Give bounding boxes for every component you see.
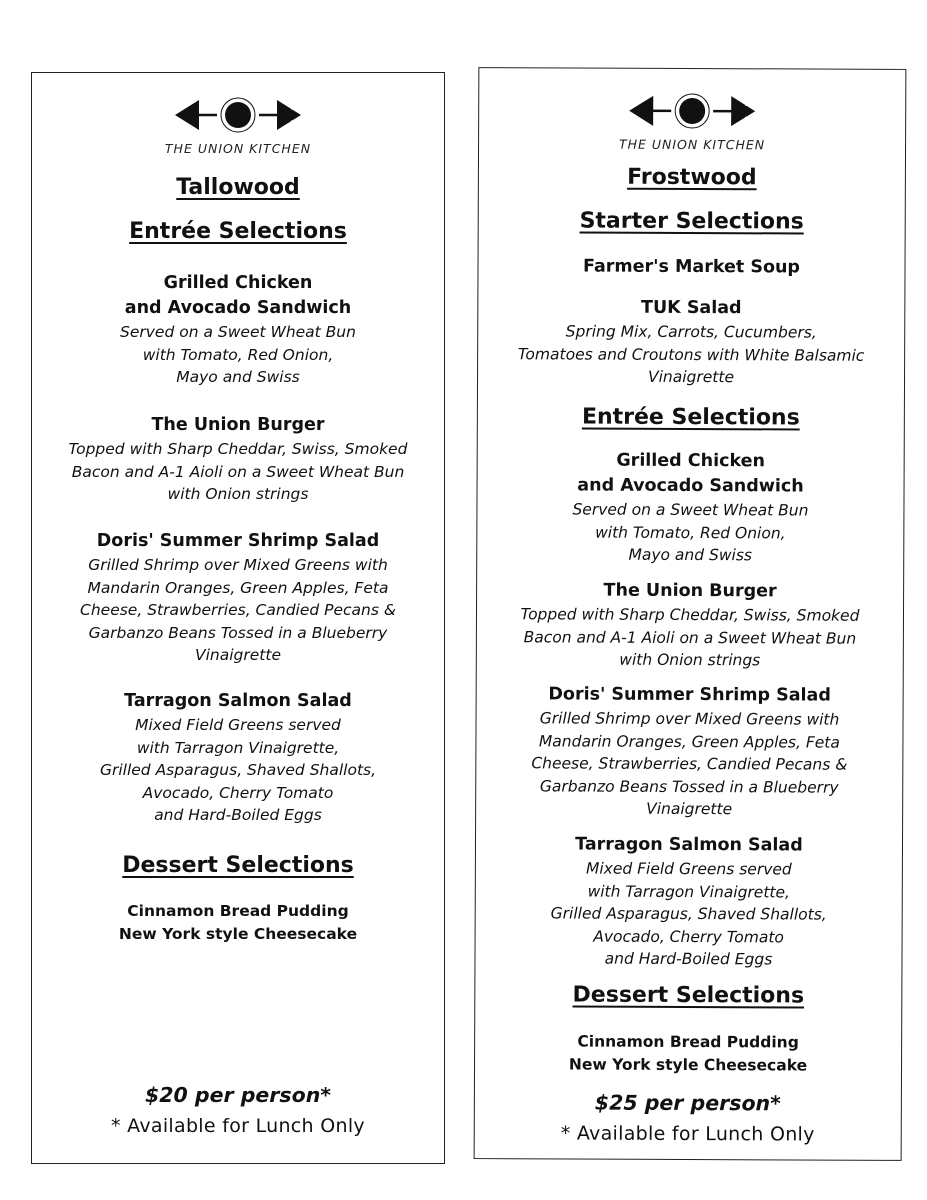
menu-item <box>478 254 904 281</box>
menu-card-frostwood <box>474 67 907 1161</box>
menu-item <box>32 271 444 389</box>
entree-heading: Entrée Selections <box>129 219 347 244</box>
dessert-list: Cinnamon Bread Pudding New York style Cheesecake <box>568 1032 808 1075</box>
brand-name: THE UNION KITCHEN <box>618 136 766 153</box>
item-description: Mixed Field Greens served with Tarragon Vinaigrette, Grilled Asparagus, Shaved Shallots, Avocado, Cherry Tomato and Hard-Boiled Eggs <box>99 716 377 824</box>
item-description: Served on a Sweet Wheat Bun with Tomato, Red Onion, Mayo and Swiss <box>120 323 356 386</box>
knife-plate-fork-icon <box>627 91 757 136</box>
item-name: Grilled Chicken and Avocado Sandwich <box>124 273 352 318</box>
menu-item <box>477 578 903 672</box>
item-name: The Union Burger <box>603 580 777 602</box>
menu-card-tallowood <box>31 72 445 1164</box>
item-description: Grilled Shrimp over Mixed Greens with Mandarin Oranges, Green Apples, Feta Cheese, Strawberries, Candied Pecans & Garbanzo Beans Tossed in a Blueberry Vinaigrette <box>531 709 848 819</box>
dessert-heading: Dessert Selections <box>572 982 805 1009</box>
item-name: Doris' Summer Shrimp Salad <box>96 531 380 551</box>
price: $25 per person* <box>594 1090 781 1116</box>
menu-item <box>478 295 904 389</box>
menu-item <box>32 529 444 667</box>
venue-title: Frostwood <box>627 164 757 191</box>
item-name: Farmer's Market Soup <box>583 256 801 278</box>
menu-item <box>477 448 904 567</box>
menu-item <box>32 689 444 827</box>
entree-heading: Entrée Selections <box>581 404 800 431</box>
item-name: Doris' Summer Shrimp Salad <box>548 684 831 706</box>
menu-item <box>32 413 444 506</box>
availability-note: * Available for Lunch Only <box>111 1115 365 1137</box>
starter-heading: Starter Selections <box>579 208 804 235</box>
price: $20 per person* <box>144 1083 332 1107</box>
item-description: Spring Mix, Carrots, Cucumbers, Tomatoes and Croutons with White Balsamic Vinaigrette <box>517 322 865 387</box>
item-description: Grilled Shrimp over Mixed Greens with Mandarin Oranges, Green Apples, Feta Cheese, Strawberries, Candied Pecans & Garbanzo Beans Tossed in a Blueberry Vinaigrette <box>80 556 396 664</box>
menu-item <box>476 682 903 821</box>
dessert-heading: Dessert Selections <box>122 853 354 878</box>
dessert-list: Cinnamon Bread Pudding New York style Cheesecake <box>118 902 358 943</box>
knife-plate-fork-icon <box>173 95 303 139</box>
brand-name: THE UNION KITCHEN <box>164 141 312 156</box>
venue-title: Tallowood <box>176 175 300 200</box>
item-name: Grilled Chicken and Avocado Sandwich <box>577 450 804 497</box>
item-name: Tarragon Salmon Salad <box>124 691 352 711</box>
item-name: TUK Salad <box>641 297 742 319</box>
item-name: The Union Burger <box>151 415 325 435</box>
availability-note: * Available for Lunch Only <box>560 1122 815 1146</box>
item-description: Topped with Sharp Cheddar, Swiss, Smoked Bacon and A-1 Aioli on a Sweet Wheat Bun with Onion strings <box>520 605 860 670</box>
brand-logo <box>32 95 444 156</box>
item-description: Topped with Sharp Cheddar, Swiss, Smoked Bacon and A-1 Aioli on a Sweet Wheat Bun with Onion strings <box>68 440 408 503</box>
menu-item <box>475 832 902 971</box>
brand-logo <box>479 90 905 153</box>
item-description: Served on a Sweet Wheat Bun with Tomato, Red Onion, Mayo and Swiss <box>572 500 809 565</box>
item-description: Mixed Field Greens served with Tarragon Vinaigrette, Grilled Asparagus, Shaved Shallots, Avocado, Cherry Tomato and Hard-Boiled Eggs <box>550 859 827 969</box>
item-name: Tarragon Salmon Salad <box>575 834 803 856</box>
